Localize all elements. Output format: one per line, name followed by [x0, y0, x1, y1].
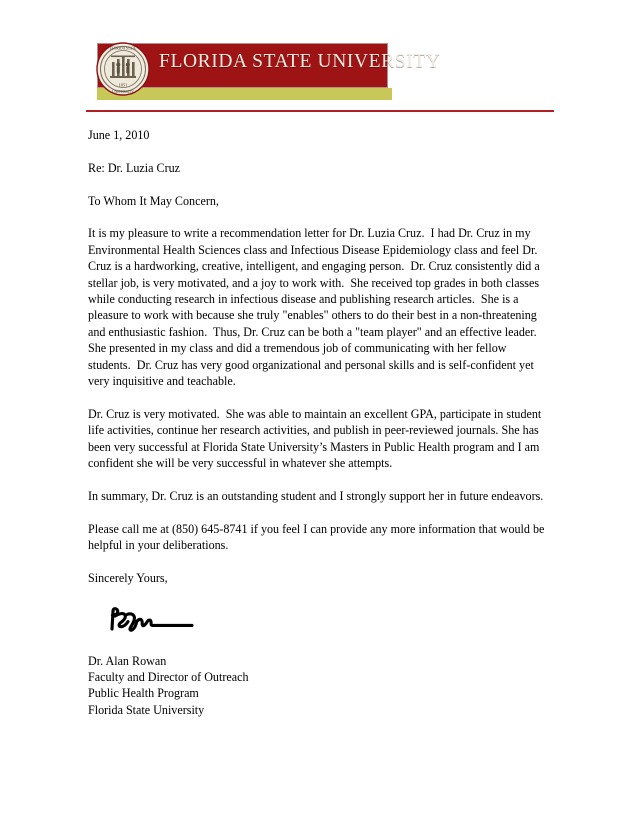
- letter-closing: Sincerely Yours,: [88, 570, 168, 585]
- signature-block: [88, 653, 548, 719]
- letter-paragraph-2: Dr. Cruz is very motivated. She was able to maintain an excellent GPA, participate in student life activities, continue her research activities, and publish in peer-reviewed journals. She has been very successful at Florida State University’s Masters in Public Health program and I am confident she will be very successful in whatever she attempts.: [88, 406, 545, 471]
- signer-program: Public Health Program: [88, 686, 199, 701]
- signer-title: Faculty and Director of Outreach: [88, 670, 249, 685]
- letter-subject: Re: Dr. Luzia Cruz: [88, 160, 181, 175]
- letter-body: [88, 127, 548, 718]
- letterhead: [97, 43, 441, 100]
- letter-salutation: To Whom It May Concern,: [88, 193, 219, 208]
- letter-paragraph-3: In summary, Dr. Cruz is an outstanding student and I strongly support her in future endeavors.: [88, 488, 544, 503]
- svg-text:FLORIDA STATE: FLORIDA STATE: [109, 46, 137, 51]
- svg-text:1851: 1851: [118, 82, 128, 88]
- letter-paragraph-1: It is my pleasure to write a recommendation letter for Dr. Luzia Cruz. I had Dr. Cruz in my Environmental Health Sciences class and Infectious Disease Epidemiology class and feel Dr. Cruz is a hardworking, creative, intelligent, and engaging person. Dr. Cruz consistently did a stellar job, is very motivated, and a joy to work with. She received top grades in both classes while conducting research in infectious disease and publishing research articles. She is a pleasure to work with because she truly "enables" others to do their best in a non-threatening and enthusiastic fashion. Thus, Dr. Cruz can be both a "team player" and an effective leader. She presented in my class and did a tremendous job of communicating with her fellow students. Dr. Cruz has very good organizational and personal skills and is self-confident yet very inquisitive and teachable.: [88, 226, 543, 389]
- header-divider: [86, 110, 554, 112]
- handwritten-signature-icon: [106, 603, 202, 639]
- letter-paragraph-4: Please call me at (850) 645-8741 if you feel I can provide any more information that would be helpful in your deliberations.: [88, 521, 548, 553]
- letter-date: June 1, 2010: [88, 128, 150, 142]
- university-seal-icon: [96, 42, 150, 96]
- signer-institution: Florida State University: [88, 702, 205, 717]
- signer-name: Dr. Alan Rowan: [88, 653, 167, 668]
- university-wordmark: FLORIDA STATE UNIVERSITY: [159, 51, 441, 72]
- svg-text:UNIVERSITY: UNIVERSITY: [112, 90, 134, 95]
